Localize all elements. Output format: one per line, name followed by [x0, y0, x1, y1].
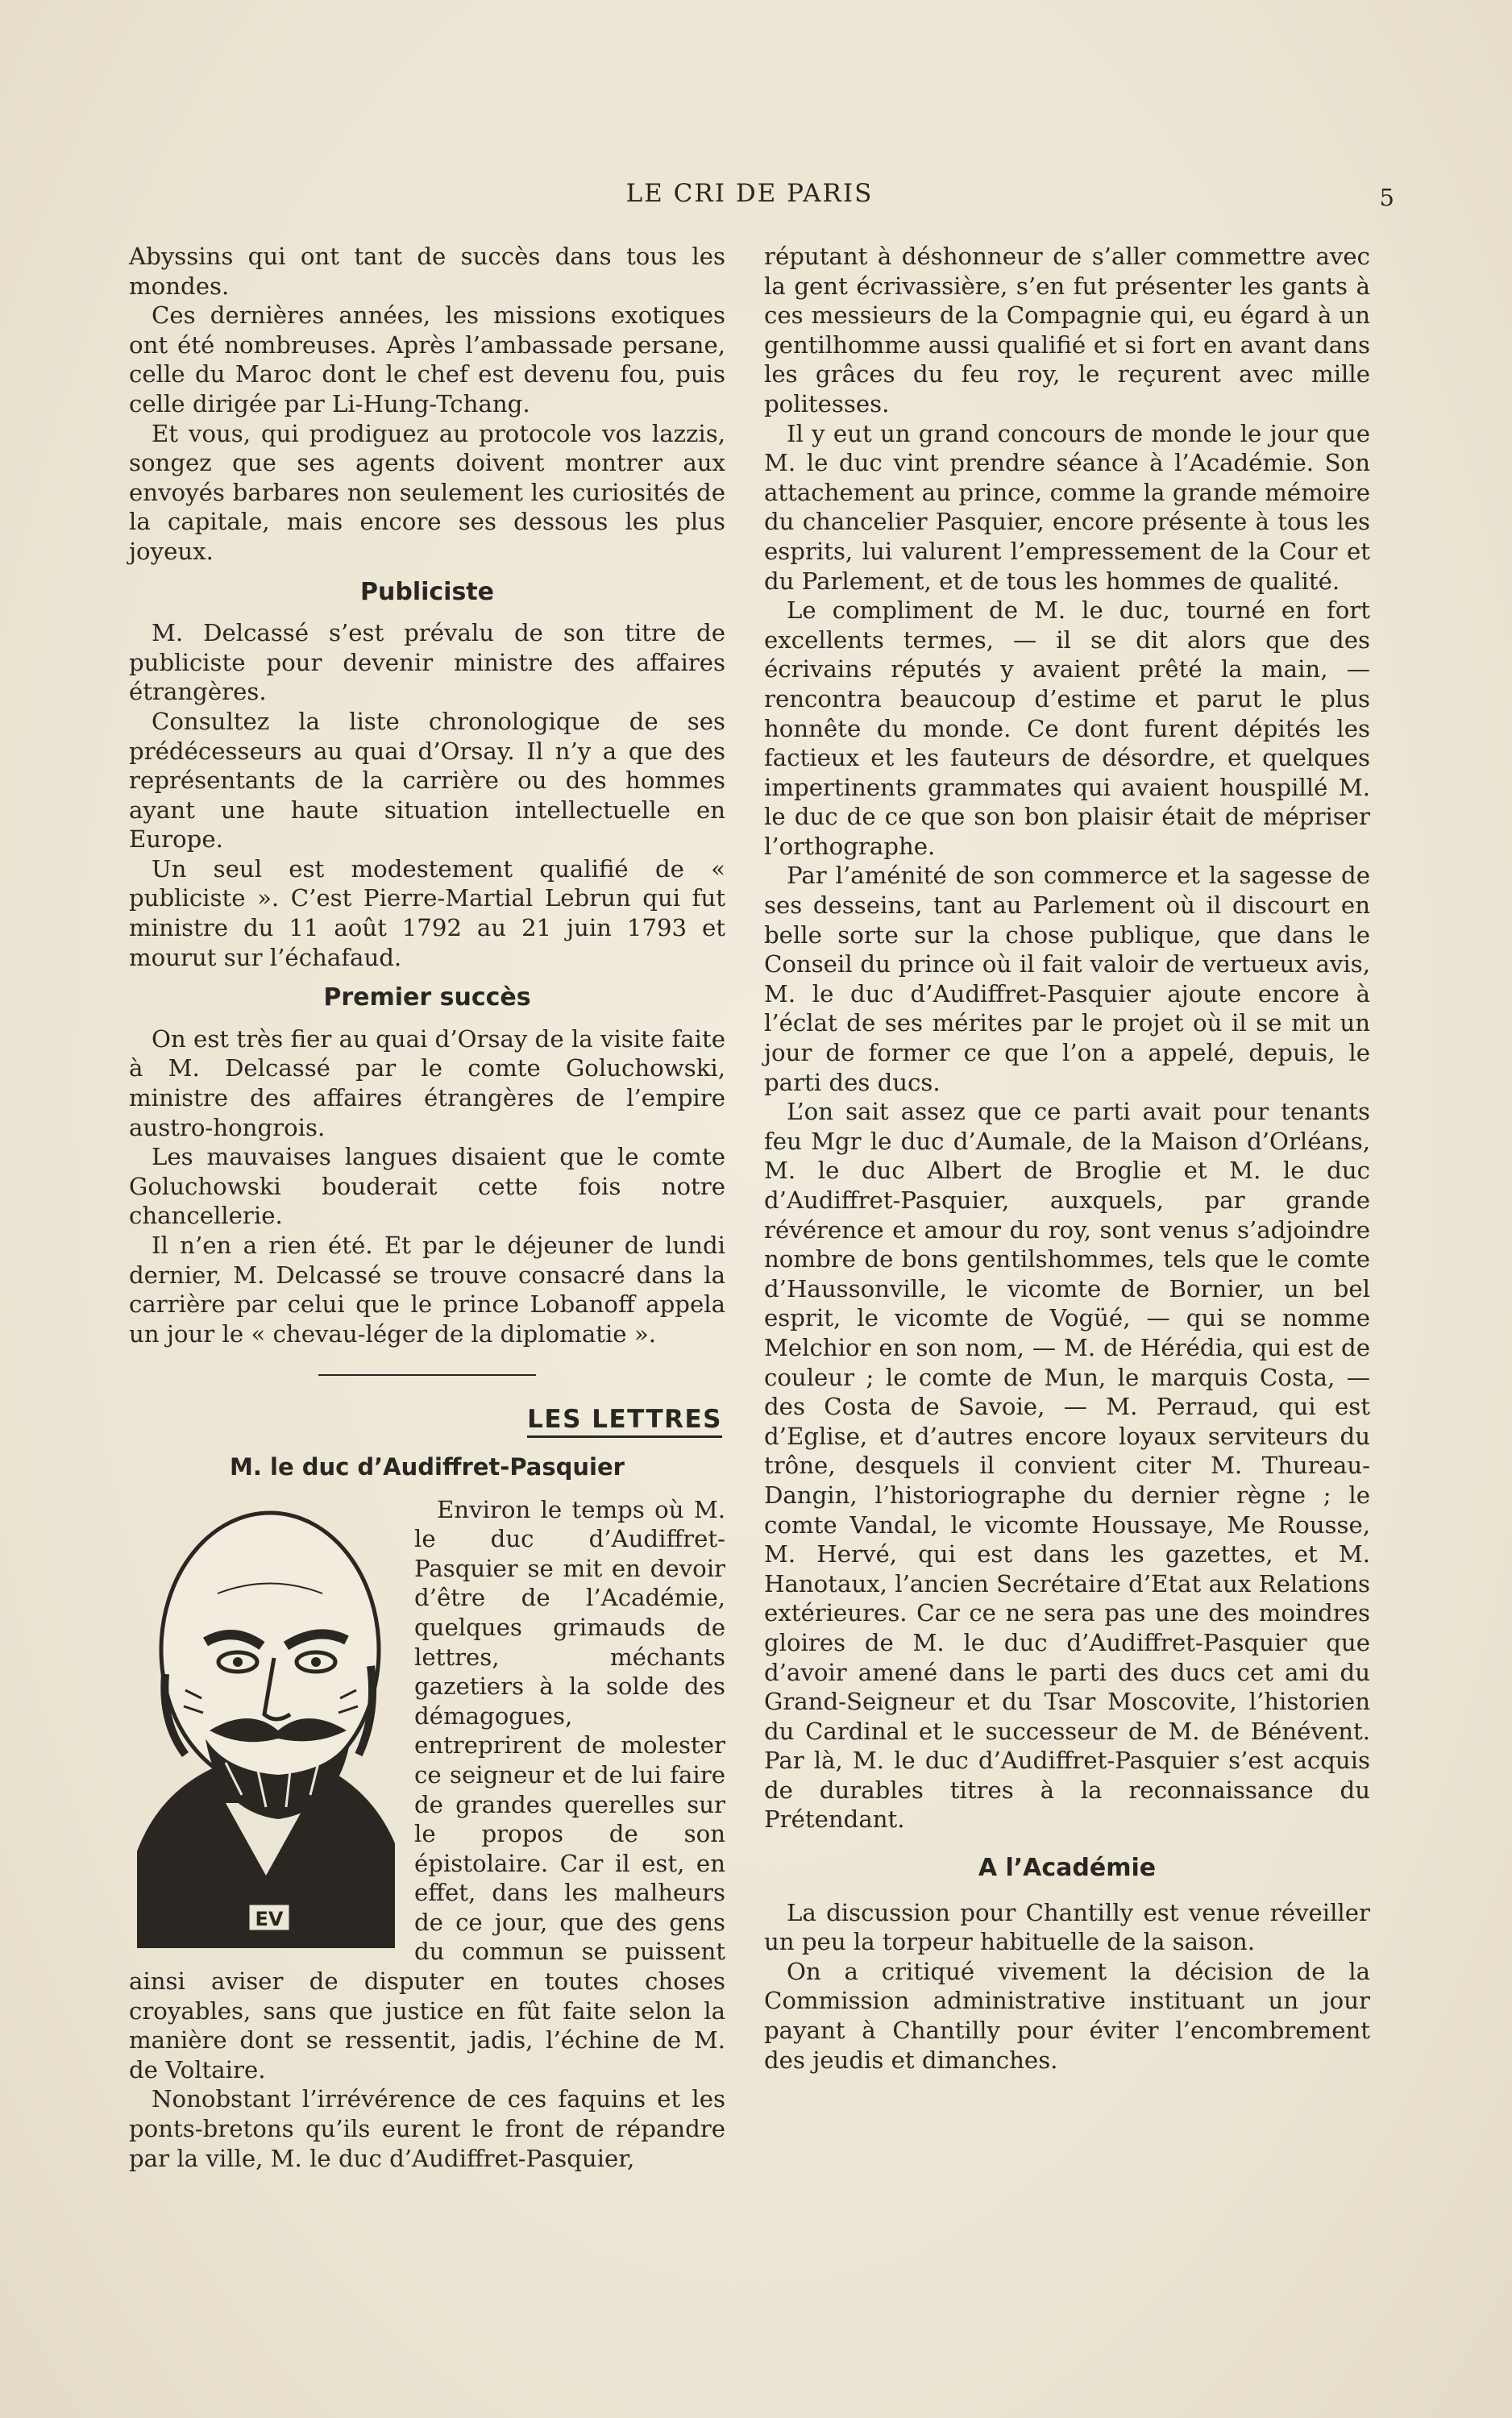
portrait-signature: EV: [255, 1907, 284, 1930]
paragraph: Le compliment de M. le duc, tourné en fort excellents termes, — il se dit alors que des écrivains réputés y avaient prêté la main, — rencontra beaucoup d’estime et parut le plus honnête du monde. Ce dont furent dépités les factieux et les fauteurs de désordre, et quelques impertinents grammates qui avaient houspillé M. le duc de ce que son bon plaisir était de mépriser l’orthographe.: [764, 596, 1370, 860]
running-title: LE CRI DE PARIS: [625, 179, 874, 208]
paragraph: réputant à déshonneur de s’aller commettre avec la gent écrivassière, s’en fut présenter les gants à ces messieurs de la Compagnie qui, eu égard à un gentilhomme aussi qualifié et si fort en avant dans les grâces du feu roy, le reçurent avec mille politesses.: [764, 243, 1370, 418]
paragraph: Nonobstant l’irrévérence de ces faquins et les ponts-bretons qu’ils eurent le front de répandre par la ville, M. le duc d’Audiffret-Pasquier,: [129, 2085, 725, 2172]
page-number: 5: [1379, 184, 1394, 211]
paragraph: Ces dernières années, les missions exotiques ont été nombreuses. Après l’ambassade persane, celle du Maroc dont le chef est devenu fou, puis celle dirigée par Li-Hung-Tchang.: [129, 301, 725, 418]
section-heading-premier-succes: Premier succès: [323, 983, 531, 1012]
section-heading-publiciste: Publiciste: [360, 577, 494, 606]
paragraph: M. Delcassé s’est prévalu de son titre de publiciste pour devenir ministre des affaires étrangères.: [129, 619, 725, 706]
section-heading-academie: A l’Académie: [978, 1854, 1157, 1883]
rubric-les-lettres: LES LETTRES: [527, 1405, 722, 1438]
paragraph: Environ le temps où M. le duc d’Audiffret-Pasquier se mit en devoir d’être de l’Académie, quelques grimauds de lettres, méchants gazetiers à la solde des démagogues, entreprirent de molester ce seigneur et de lui faire de grandes querelles sur le propos de son épistolaire. Car il est, en effet, dans les malheurs de ce jour, que des gens du commun se puissent ainsi aviser de disputer en toutes choses croyables, sans que justice en fût faite selon la manière dont se ressentit, jadis, l’échine de M. de Voltaire.: [129, 1495, 725, 2084]
paragraph: Il y eut un grand concours de monde le jour que M. le duc vint prendre séance à l’Académie. Son attachement au prince, comme la grande mémoire du chancelier Pasquier, encore présente à tous les esprits, lui valurent l’empressement de la Cour et du Parlement, et de tous les hommes de qualité.: [764, 419, 1370, 595]
paragraph: On a critiqué vivement la décision de la Commission administrative instituant un jour payant à Chantilly pour éviter l’encombrement des jeudis et dimanches.: [764, 1957, 1370, 2074]
paragraph: Les mauvaises langues disaient que le comte Goluchowski bouderait cette fois notre chancellerie.: [129, 1143, 725, 1230]
paragraph: La discussion pour Chantilly est venue réveiller un peu la torpeur habituelle de la saison.: [764, 1898, 1370, 1956]
paragraph: Abyssins qui ont tant de succès dans tous les mondes.: [129, 243, 725, 300]
rubric-wrap: [129, 1405, 722, 1438]
paragraph: On est très fier au quai d’Orsay de la visite faite à M. Delcassé par le comte Goluchowski, ministre des affaires étrangères de l’empire austro-hongrois.: [129, 1024, 725, 1141]
portrait-illustration: [129, 1497, 403, 1948]
paragraph: Consultez la liste chronologique de ses prédécesseurs au quai d’Orsay. Il n’y a que des représentants de la carrière ou des hommes ayant une haute situation intellectuelle en Europe.: [129, 707, 725, 854]
paragraph: Par l’aménité de son commerce et la sagesse de ses desseins, tant au Parlement où il discourt en belle sorte sur la chose publique, que dans le Conseil du prince où il fait valoir de vertueux avis, M. le duc d’Audiffret-Pasquier ajoute encore à l’éclat de ses mérites par le projet où il se mit un jour de former ce que l’on a appelé, depuis, le parti des ducs.: [764, 862, 1370, 1096]
paragraph: L’on sait assez que ce parti avait pour tenants feu Mgr le duc d’Aumale, de la Maison d’Orléans, M. le duc Albert de Broglie et M. le duc d’Audiffret-Pasquier, auxquels, par grande révérence et amour du roy, sont venus s’adjoindre nombre de bons gentilshommes, tels que le comte d’Haussonville, le vicomte de Bornier, un bel esprit, le vicomte de Vogüé, — qui se nomme Melchior en son nom, — M. de Hérédia, qui est de couleur ; le comte de Mun, le marquis Costa, — des Costa de Savoie, — M. Perraud, qui est d’Eglise, et d’autres encore loyaux serviteurs du trône, desquels il convient citer M. Thureau-Dangin, l’historiographe du dernier règne ; le comte Vandal, le vicomte Houssaye, Me Rousse, M. Hervé, qui est dans les gazettes, et M. Hanotaux, l’ancien Secrétaire d’Etat aux Relations extérieures. Car ce ne sera pas une des moindres gloires de M. le duc d’Audiffret-Pasquier que d’avoir amené dans le parti des ducs cet ami du Grand-Seigneur et du Tsar Moscovite, l’historien du Cardinal et le successeur de M. de Bénévent. Par là, M. le duc d’Audiffret-Pasquier s’est acquis de durables titres à la reconnaissance du Prétendant.: [764, 1098, 1370, 1834]
section-divider: [318, 1374, 536, 1376]
article-title: M. le duc d’Audiffret-Pasquier: [230, 1452, 625, 1481]
right-column: [764, 242, 1370, 2075]
paragraph: Et vous, qui prodiguez au protocole vos lazzis, songez que ses agents doivent montrer aux envoyés barbares non seulement les curiosités de la capitale, mais encore ses dessous les plus joyeux.: [129, 419, 725, 565]
portrait-drawing: [129, 1497, 403, 1948]
page-header: [121, 179, 1394, 211]
paragraph: Un seul est modestement qualifié de « publiciste ». C’est Pierre-Martial Lebrun qui fut ministre du 11 août 1792 au 21 juin 1793 et mourut sur l’échafaud.: [129, 854, 725, 971]
paragraph: Il n’en a rien été. Et par le déjeuner de lundi dernier, M. Delcassé se trouve consacré dans la carrière par celui que le prince Lobanoff appela un jour le « chevau-léger de la diplomatie ».: [129, 1232, 725, 1348]
left-column: [129, 242, 725, 2173]
